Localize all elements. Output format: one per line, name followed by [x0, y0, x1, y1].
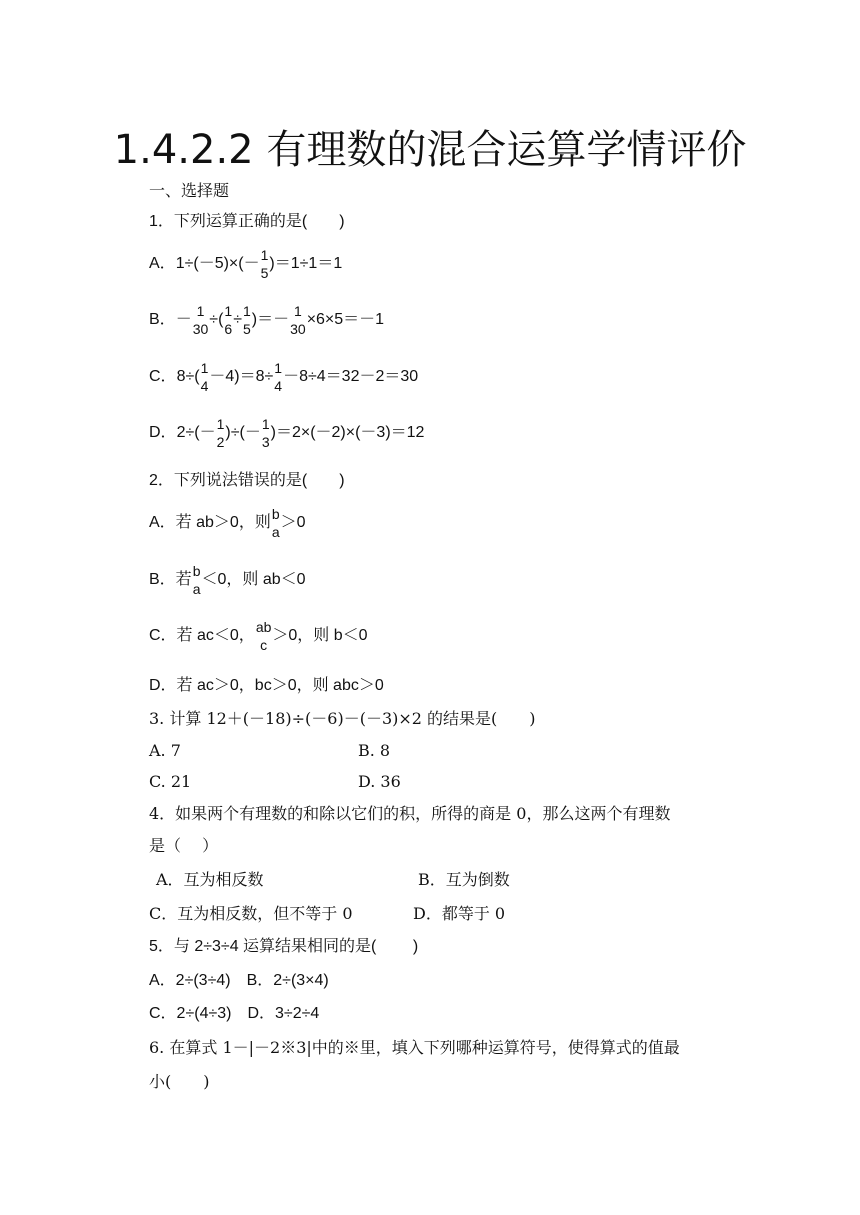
q4-option-c: C．互为相反数，但不等于 0	[149, 904, 353, 923]
q3-option-d: D. 36	[358, 772, 401, 791]
q1-option-d: D． 2÷(－ 1 2 )÷(－ 1 3 )＝2×(－2)×(－3)＝12	[149, 416, 425, 450]
fraction: 1 5	[260, 247, 269, 281]
q1-option-c: C． 8÷( 1 4 －4)＝8÷ 1 4 －8÷4＝32－2＝30	[149, 360, 419, 394]
q2-option-c: C．若 ac＜0， ab c ＞0，则 b＜0	[149, 619, 368, 653]
q2-option-b: B．若 b a ＜0，则 ab＜0	[149, 563, 306, 597]
question-1-stem: 1．下列运算正确的是( )	[149, 213, 345, 230]
fraction: 1 6	[224, 303, 233, 337]
question-6-stem-line2: 小( )	[149, 1072, 210, 1091]
q4-option-b: B．互为倒数	[418, 870, 510, 889]
q1-option-a: A． 1÷(－5)×(－ 1 5 )＝1÷1＝1	[149, 247, 343, 281]
q3-option-a: A. 7	[149, 741, 181, 760]
question-6-stem-line1: 6. 在算式 1－|－2※3|中的※里，填入下列哪种运算符号，使得算式的值最	[149, 1038, 680, 1057]
fraction: 1 4	[274, 360, 283, 394]
q3-option-c: C. 21	[149, 772, 192, 791]
section-heading: 一、选择题	[149, 181, 230, 200]
page-title: 1.4.2.2 有理数的混合运算学情评价	[113, 127, 747, 173]
q2-option-a: A．若 ab＞0，则 b a ＞0	[149, 506, 306, 540]
fraction: b a	[192, 563, 201, 597]
question-4-stem-line2: 是（ ）	[149, 836, 219, 855]
fraction: 1 5	[242, 303, 251, 337]
fraction: 1 3	[261, 416, 270, 450]
q5-options-cd: C．2÷(4÷3) D．3÷2÷4	[149, 1005, 320, 1022]
question-4-stem-line1: 4．如果两个有理数的和除以它们的积，所得的商是 0，那么这两个有理数	[149, 804, 671, 823]
q5-options-ab: A．2÷(3÷4) B．2÷(3×4)	[149, 972, 329, 989]
fraction: 1 30	[192, 303, 209, 337]
question-5-stem: 5．与 2÷3÷4 运算结果相同的是( )	[149, 938, 419, 955]
q2-option-d: D．若 ac＞0，bc＞0，则 abc＞0	[149, 677, 384, 694]
fraction: 1 4	[200, 360, 209, 394]
q3-option-b: B. 8	[358, 741, 391, 760]
q1-option-b: B． － 1 30 ÷( 1 6 ÷ 1 5 )＝－ 1 30 ×6×5＝－1	[149, 303, 385, 337]
q4-option-d: D．都等于 0	[413, 904, 506, 923]
fraction: ab c	[255, 619, 272, 653]
fraction: b a	[271, 506, 280, 540]
fraction: 1 30	[290, 303, 306, 337]
question-3-stem: 3. 计算 12＋(－18)÷(－6)－(－3)×2 的结果是( )	[149, 709, 536, 728]
fraction: 1 2	[216, 416, 225, 450]
q4-option-a: A．互为相反数	[156, 870, 264, 889]
question-2-stem: 2．下列说法错误的是( )	[149, 472, 345, 489]
